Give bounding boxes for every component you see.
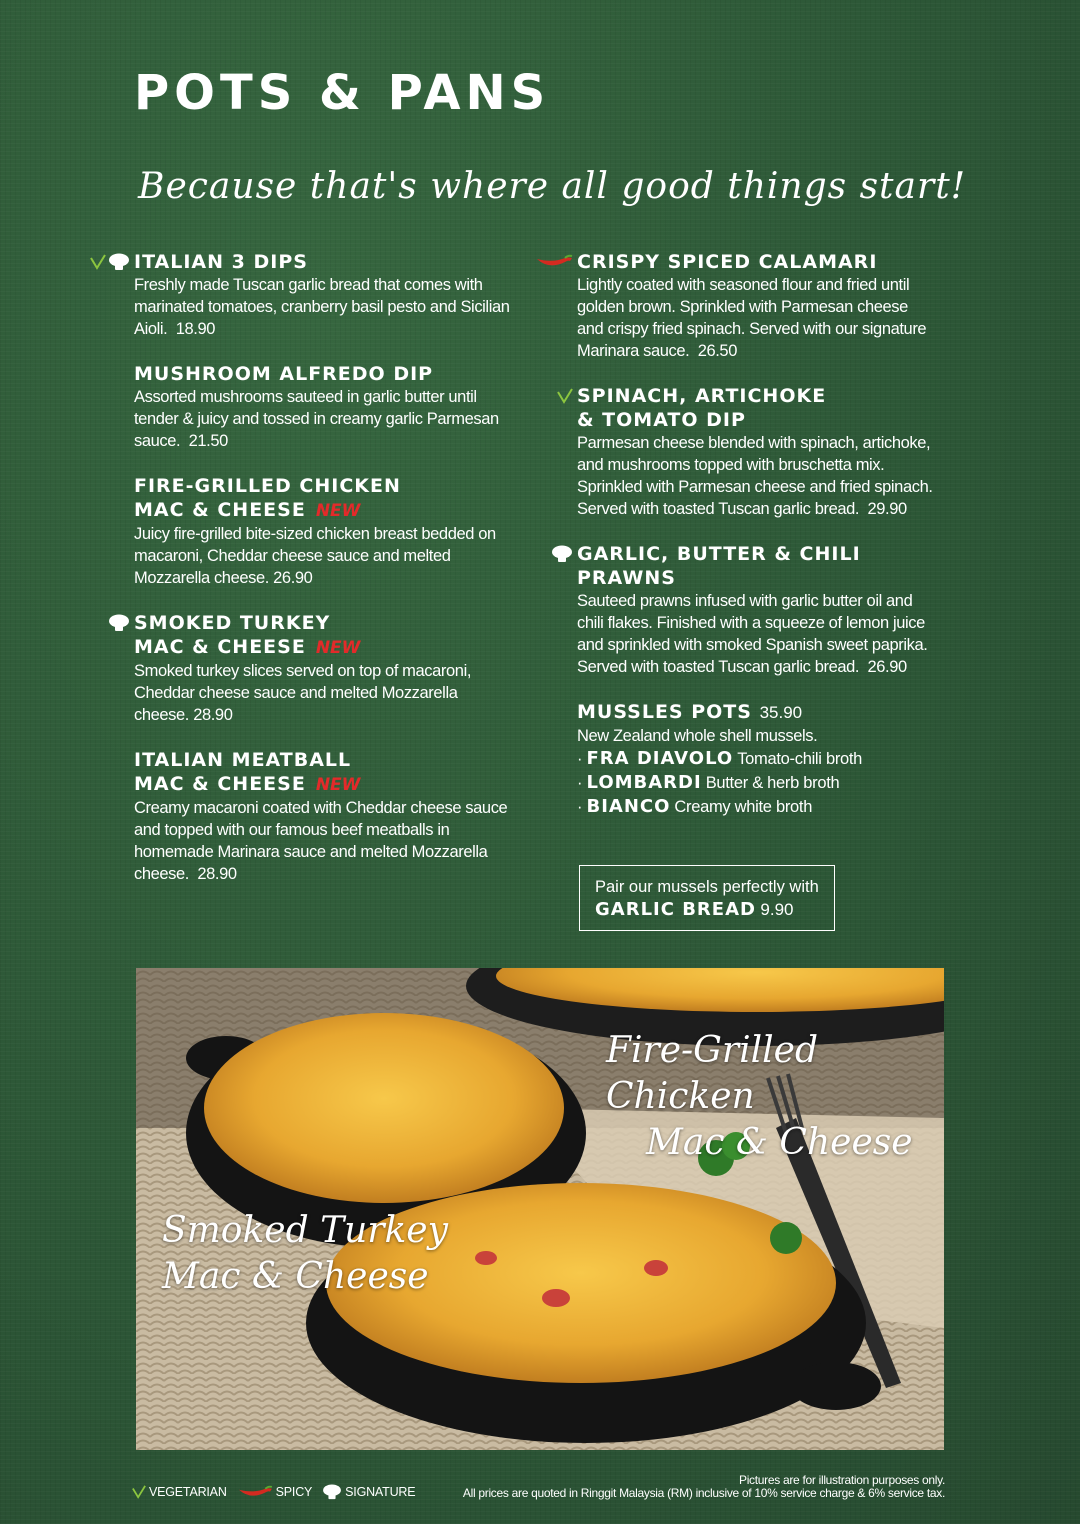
item-description: Juicy fire-grilled bite-sized chicken breast bedded on macaroni, Cheddar cheese sauce and melted Mozzarella cheese. 26.90 (134, 525, 496, 587)
pairing-price: 9.90 (760, 900, 794, 919)
footer-notes (463, 1474, 945, 1500)
item-name: MUSHROOM ALFREDO DIP (134, 363, 434, 385)
pairing-item: GARLIC BREAD 9.90 (595, 899, 794, 920)
item-price: 26.50 (697, 342, 737, 360)
photo-caption-chicken: Fire-Grilled Chicken Mac & Cheese (606, 1030, 913, 1163)
signature-icon (322, 1484, 342, 1500)
item-tags (84, 613, 130, 633)
item-price: 28.90 (193, 706, 233, 724)
item-description: Sauteed prawns infused with garlic butter oil and chili flakes. Finished with a squeeze of lemon juice and sprinkled with smoked Spanish sweet paprika. Served with toasted Tuscan garlic bread. 26.90 (577, 592, 928, 676)
item-name-line-2: PRAWNS (577, 567, 676, 589)
item-description: Assorted mushrooms sauteed in garlic butter until tender & juicy and tossed in creamy garlic Parmesan sauce. 21.50 (134, 388, 499, 450)
item-description: Parmesan cheese blended with spinach, artichoke, and mushrooms topped with bruschetta mix. Sprinkled with Parmesan cheese and fried spinach. Served with toasted Tuscan garlic bread. 29.90 (577, 434, 933, 518)
menu-item-garlic-butter-chili-prawns (577, 542, 937, 678)
menu-item-mushroom-alfredo-dip (134, 362, 514, 452)
menu-item-italian-3-dips (134, 250, 514, 340)
footer-note-illustration: Pictures are for illustration purposes only. (738, 1473, 945, 1487)
legend (132, 1484, 415, 1500)
mussels-option: · BIANCO Creamy white broth (577, 796, 813, 817)
vegetarian-icon (557, 388, 573, 404)
item-name: MUSSLES POTS 35.90 (577, 701, 803, 723)
item-price: 26.90 (273, 569, 313, 587)
item-tags (527, 386, 573, 406)
legend-signature: SIGNATURE (322, 1484, 415, 1500)
item-tags (84, 252, 130, 272)
footer-note-prices: All prices are quoted in Ringgit Malaysia (RM) inclusive of 10% service charge & 6% service tax. (462, 1486, 945, 1500)
food-photo (136, 968, 944, 1450)
item-price: 28.90 (197, 865, 237, 883)
item-description: Smoked turkey slices served on top of macaroni, Cheddar cheese sauce and melted Mozzarella cheese. 28.90 (134, 662, 472, 724)
new-badge: NEW (315, 638, 361, 658)
vegetarian-icon (90, 254, 106, 270)
mussels-option: · FRA DIAVOLO Tomato-chili broth (577, 748, 863, 769)
menu-item-italian-meatball-mac (134, 748, 514, 885)
item-name: CRISPY SPICED CALAMARI (577, 251, 878, 273)
menu-item-spinach-artichoke-dip (577, 384, 937, 520)
item-description: Creamy macaroni coated with Cheddar cheese sauce and topped with our famous beef meatballs in homemade Marinara sauce and melted Mozzarella cheese. 28.90 (134, 799, 508, 883)
page-title: POTS & PANS (134, 65, 551, 121)
pairing-box (579, 865, 835, 931)
item-name-line-2: MAC & CHEESE NEW (134, 499, 361, 521)
left-column (134, 250, 514, 907)
right-column (577, 250, 937, 841)
menu-item-mussels-pots (577, 700, 937, 819)
item-price: 21.50 (188, 432, 228, 450)
item-tags (527, 544, 573, 564)
menu-item-smoked-turkey-mac (134, 611, 514, 726)
item-description: Freshly made Tuscan garlic bread that comes with marinated tomatoes, cranberry basil pesto and Sicilian Aioli. 18.90 (134, 276, 510, 338)
item-price: 18.90 (175, 320, 216, 338)
pairing-text: Pair our mussels perfectly with (595, 878, 819, 896)
photo-caption-turkey: Smoked Turkey Mac & Cheese (162, 1210, 448, 1297)
menu-item-crispy-spiced-calamari (577, 250, 937, 362)
legend-vegetarian: VEGETARIAN (132, 1485, 227, 1499)
item-name: ITALIAN MEATBALL (134, 749, 352, 771)
spicy-icon (535, 254, 573, 270)
item-description: Lightly coated with seasoned flour and fried until golden brown. Sprinkled with Parmesan cheese and crispy fried spinach. Served with our signature Marinara sauce. 26.50 (577, 276, 927, 360)
item-price: 35.90 (759, 703, 803, 722)
item-tags (527, 252, 573, 272)
item-name: ITALIAN 3 DIPS (134, 251, 308, 273)
mussels-option: · LOMBARDI Butter & herb broth (577, 772, 840, 793)
item-name: SPINACH, ARTICHOKE (577, 385, 827, 407)
menu-item-fire-grilled-chicken-mac (134, 474, 514, 589)
item-price: 26.90 (867, 658, 907, 676)
item-name-line-2: & TOMATO DIP (577, 409, 746, 431)
item-name-line-2: MAC & CHEESE NEW (134, 636, 361, 658)
item-name: GARLIC, BUTTER & CHILI (577, 543, 861, 565)
item-description: New Zealand whole shell mussels. (577, 727, 818, 745)
signature-icon (108, 253, 130, 271)
new-badge: NEW (315, 775, 361, 795)
spicy-icon (237, 1485, 273, 1500)
signature-icon (108, 614, 130, 632)
item-name: FIRE-GRILLED CHICKEN (134, 475, 401, 497)
item-name: SMOKED TURKEY (134, 612, 331, 634)
vegetarian-icon (132, 1485, 146, 1499)
item-name-line-2: MAC & CHEESE NEW (134, 773, 361, 795)
signature-icon (551, 545, 573, 563)
tagline: Because that's where all good things start! (138, 166, 967, 207)
new-badge: NEW (315, 501, 361, 521)
item-price: 29.90 (867, 500, 907, 518)
legend-spicy: SPICY (237, 1485, 313, 1500)
